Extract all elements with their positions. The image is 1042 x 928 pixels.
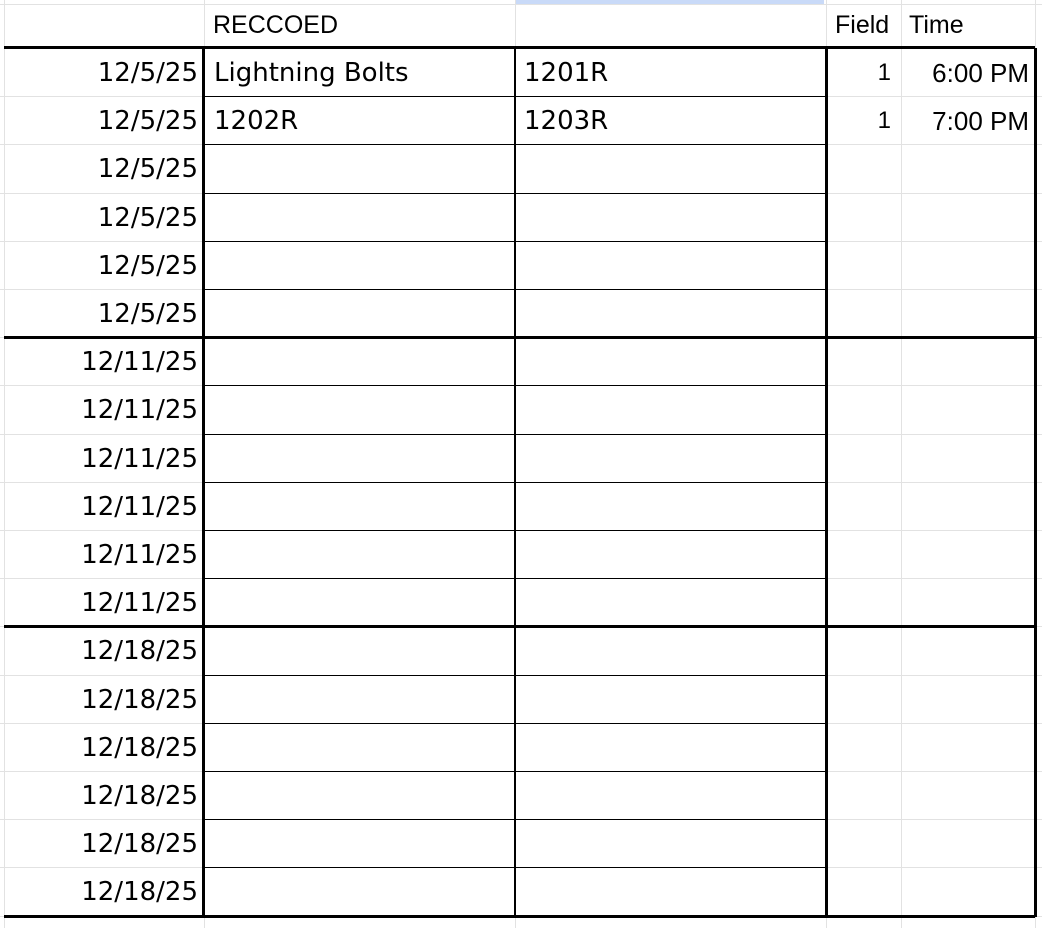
- team-1-cell[interactable]: [204, 676, 515, 724]
- team-1-cell[interactable]: [204, 820, 515, 868]
- table-row: [0, 820, 1042, 868]
- team-2-cell[interactable]: 1203R: [524, 106, 609, 137]
- table-row: [0, 868, 1042, 916]
- team-1-cell[interactable]: [204, 627, 515, 675]
- time-cell[interactable]: [901, 627, 1035, 675]
- team-1-cell[interactable]: [204, 145, 515, 193]
- date-cell[interactable]: 12/18/25: [81, 636, 198, 667]
- field-cell[interactable]: [826, 820, 901, 868]
- cell-border: [4, 915, 1035, 918]
- team-2-cell[interactable]: [515, 242, 826, 290]
- team-2-cell[interactable]: 1201R: [524, 58, 609, 88]
- table-row: [0, 145, 1042, 193]
- cell-border: [1034, 48, 1037, 917]
- team-1-cell[interactable]: [204, 579, 515, 627]
- team-1-cell[interactable]: [204, 772, 515, 820]
- team-2-cell[interactable]: [515, 338, 826, 386]
- team-2-cell[interactable]: [515, 531, 826, 579]
- team-2-cell[interactable]: [515, 194, 826, 242]
- date-cell[interactable]: 12/5/25: [97, 250, 198, 281]
- header-cell-a[interactable]: [4, 4, 204, 48]
- time-cell[interactable]: [901, 290, 1035, 338]
- date-cell[interactable]: 12/18/25: [81, 732, 198, 763]
- team-1-cell[interactable]: [204, 868, 515, 916]
- time-cell[interactable]: [901, 338, 1035, 386]
- team-2-cell[interactable]: [515, 145, 826, 193]
- table-row: [0, 772, 1042, 820]
- team-2-cell[interactable]: [515, 435, 826, 483]
- team-1-cell[interactable]: [204, 435, 515, 483]
- team-2-cell[interactable]: [515, 676, 826, 724]
- team-1-cell[interactable]: [204, 338, 515, 386]
- team-1-cell[interactable]: [204, 531, 515, 579]
- field-cell[interactable]: [826, 194, 901, 242]
- field-cell[interactable]: 1: [877, 59, 891, 86]
- cell-border: [4, 625, 1035, 628]
- team-1-cell[interactable]: [204, 194, 515, 242]
- date-cell[interactable]: 12/18/25: [81, 829, 198, 860]
- table-row: [0, 531, 1042, 579]
- date-cell[interactable]: 12/11/25: [81, 443, 198, 474]
- time-cell[interactable]: [901, 435, 1035, 483]
- time-cell[interactable]: [901, 579, 1035, 627]
- cell-border: [202, 48, 205, 917]
- table-row: [0, 290, 1042, 338]
- time-cell[interactable]: [901, 772, 1035, 820]
- field-cell[interactable]: [826, 483, 901, 531]
- table-row: [0, 97, 1042, 145]
- team-1-cell[interactable]: [204, 483, 515, 531]
- field-cell[interactable]: [826, 772, 901, 820]
- team-1-cell[interactable]: Lightning Bolts: [214, 58, 409, 88]
- field-cell[interactable]: [826, 290, 901, 338]
- field-cell[interactable]: [826, 627, 901, 675]
- time-cell[interactable]: [901, 676, 1035, 724]
- date-cell[interactable]: 12/11/25: [81, 588, 198, 619]
- date-cell[interactable]: 12/5/25: [97, 154, 198, 185]
- date-cell[interactable]: 12/5/25: [97, 202, 198, 233]
- time-cell[interactable]: 7:00 PM: [932, 106, 1029, 137]
- field-cell[interactable]: [826, 676, 901, 724]
- field-cell[interactable]: [826, 868, 901, 916]
- table-row: [0, 242, 1042, 290]
- team-1-cell[interactable]: 1202R: [214, 106, 299, 137]
- field-cell[interactable]: [826, 145, 901, 193]
- table-row: [0, 338, 1042, 386]
- team-1-cell[interactable]: [204, 242, 515, 290]
- team-2-cell[interactable]: [515, 724, 826, 772]
- table-row: [0, 483, 1042, 531]
- date-cell[interactable]: 12/5/25: [97, 299, 198, 329]
- team-2-cell[interactable]: [515, 868, 826, 916]
- date-cell[interactable]: 12/18/25: [81, 877, 198, 908]
- header-cell-field[interactable]: Field: [835, 11, 890, 39]
- field-cell[interactable]: [826, 386, 901, 434]
- field-cell[interactable]: 1: [877, 107, 891, 135]
- table-row: [0, 435, 1042, 483]
- table-row: [0, 676, 1042, 724]
- team-1-cell[interactable]: [204, 724, 515, 772]
- field-cell[interactable]: [826, 242, 901, 290]
- table-row: [0, 724, 1042, 772]
- field-cell[interactable]: [826, 531, 901, 579]
- date-cell[interactable]: 12/11/25: [81, 491, 198, 522]
- time-cell[interactable]: [901, 145, 1035, 193]
- time-cell[interactable]: [901, 868, 1035, 916]
- date-cell[interactable]: 12/18/25: [81, 781, 198, 811]
- table-row: [0, 627, 1042, 675]
- field-cell[interactable]: [826, 435, 901, 483]
- header-cell-c[interactable]: [523, 4, 823, 48]
- time-cell[interactable]: 6:00 PM: [932, 58, 1029, 88]
- field-cell[interactable]: [826, 338, 901, 386]
- field-cell[interactable]: [826, 724, 901, 772]
- time-cell[interactable]: [901, 242, 1035, 290]
- team-2-cell[interactable]: [515, 386, 826, 434]
- date-cell[interactable]: 12/18/25: [81, 684, 198, 715]
- team-2-cell[interactable]: [515, 772, 826, 820]
- header-cell-time[interactable]: Time: [909, 11, 964, 39]
- table-row: [0, 49, 1042, 97]
- time-cell[interactable]: [901, 194, 1035, 242]
- team-2-cell[interactable]: [515, 290, 826, 338]
- cell-border: [514, 48, 516, 917]
- time-cell[interactable]: [901, 820, 1035, 868]
- date-cell[interactable]: 12/11/25: [81, 347, 198, 378]
- table-row: [0, 579, 1042, 627]
- cell-border: [4, 336, 1035, 339]
- team-2-cell[interactable]: [515, 627, 826, 675]
- time-cell[interactable]: [901, 531, 1035, 579]
- team-2-cell[interactable]: [515, 579, 826, 627]
- table-row: [0, 194, 1042, 242]
- time-cell[interactable]: [901, 724, 1035, 772]
- date-cell[interactable]: 12/5/25: [97, 58, 198, 88]
- time-cell[interactable]: [901, 483, 1035, 531]
- header-cell-reccoed[interactable]: RECCOED: [213, 11, 339, 39]
- cell-border: [4, 46, 1035, 49]
- table-row: [0, 386, 1042, 434]
- field-cell[interactable]: [826, 579, 901, 627]
- time-cell[interactable]: [901, 386, 1035, 434]
- date-cell[interactable]: 12/11/25: [81, 540, 198, 570]
- team-1-cell[interactable]: [204, 386, 515, 434]
- team-1-cell[interactable]: [204, 290, 515, 338]
- team-2-cell[interactable]: [515, 483, 826, 531]
- cell-border: [825, 48, 828, 917]
- date-cell[interactable]: 12/11/25: [81, 395, 198, 426]
- team-2-cell[interactable]: [515, 820, 826, 868]
- header-row: [0, 4, 1042, 48]
- date-cell[interactable]: 12/5/25: [97, 106, 198, 137]
